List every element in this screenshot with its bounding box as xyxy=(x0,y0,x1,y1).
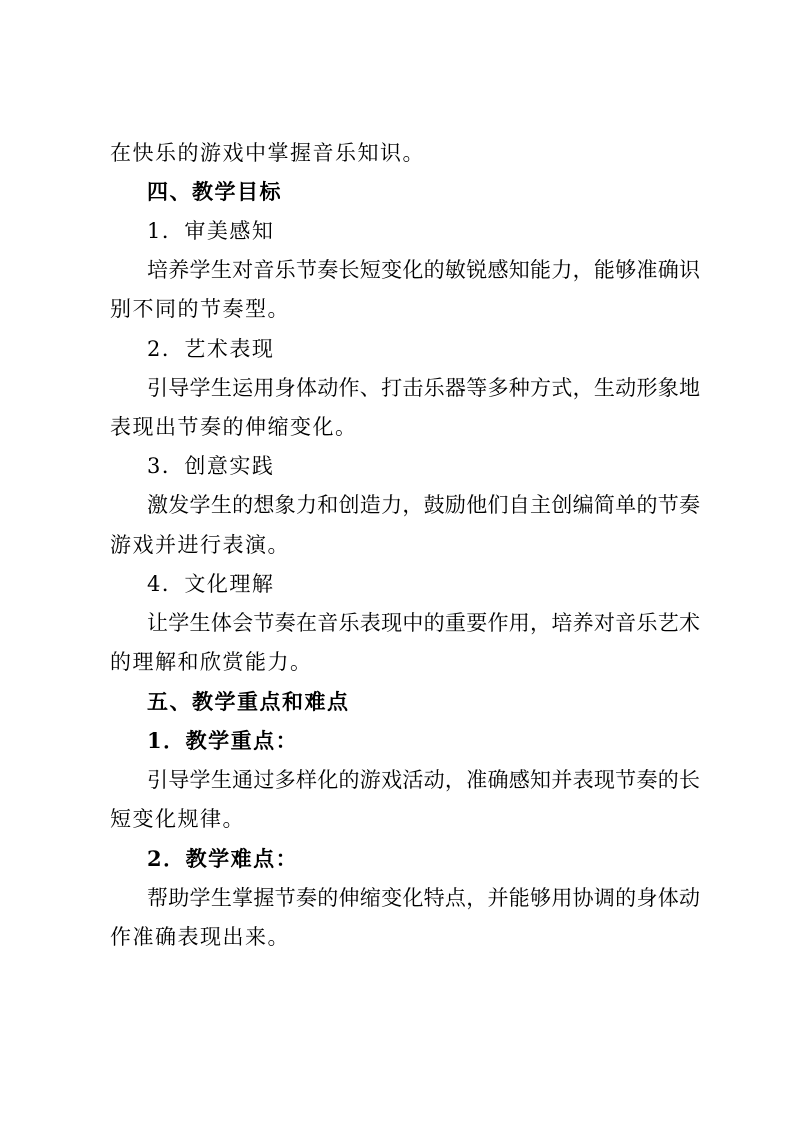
subheading-aesthetic-perception: 1．审美感知 xyxy=(147,219,275,243)
paragraph-line: 表现出节奏的伸缩变化。 xyxy=(110,415,358,439)
paragraph-line: 别不同的节奏型。 xyxy=(110,297,290,321)
subheading-artistic-expression: 2．艺术表现 xyxy=(147,337,275,361)
paragraph-line: 帮助学生掌握节奏的伸缩变化特点，并能够用协调的身体动 xyxy=(147,886,700,910)
section-heading-objectives: 四、教学目标 xyxy=(147,179,282,204)
paragraph-line: 游戏并进行表演。 xyxy=(110,533,290,557)
paragraph-line: 让学生体会节奏在音乐表现中的重要作用，培养对音乐艺术 xyxy=(147,611,700,635)
subheading-creative-practice: 3．创意实践 xyxy=(147,454,275,478)
subheading-cultural-understanding: 4．文化理解 xyxy=(147,572,275,596)
subheading-teaching-focus: 1．教学重点： xyxy=(147,728,299,753)
paragraph-line: 短变化规律。 xyxy=(110,807,245,831)
paragraph-line: 激发学生的想象力和创造力，鼓励他们自主创编简单的节奏 xyxy=(147,493,700,517)
paragraph-line: 引导学生通过多样化的游戏活动，准确感知并表现节奏的长 xyxy=(147,768,700,792)
paragraph-line: 的理解和欣赏能力。 xyxy=(110,650,313,674)
section-heading-key-points: 五、教学重点和难点 xyxy=(147,689,350,714)
paragraph-continuation: 在快乐的游戏中掌握音乐知识。 xyxy=(110,141,425,165)
subheading-teaching-difficulty: 2．教学难点： xyxy=(147,846,299,871)
paragraph-line: 培养学生对音乐节奏长短变化的敏锐感知能力，能够准确识 xyxy=(147,258,700,282)
paragraph-line: 引导学生运用身体动作、打击乐器等多种方式，生动形象地 xyxy=(147,376,700,400)
paragraph-line: 作准确表现出来。 xyxy=(110,925,290,949)
